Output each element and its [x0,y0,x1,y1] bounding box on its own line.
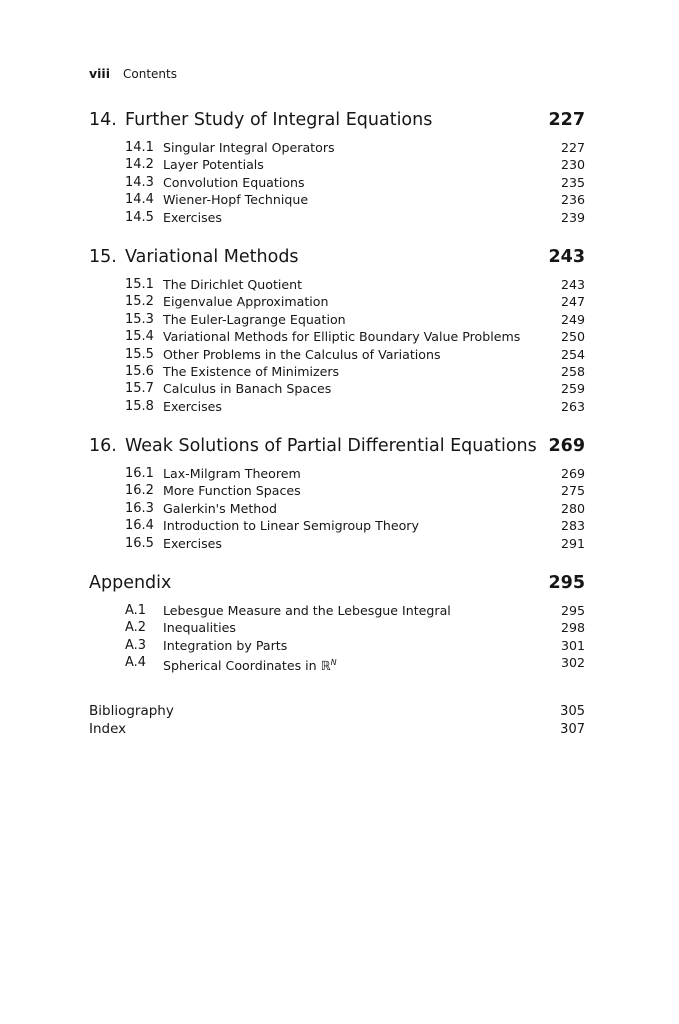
toc-entry-bibliography[interactable] [89,703,585,721]
chapter-number: 16. [89,436,117,456]
toc-entry-index[interactable] [89,721,585,739]
section-title[interactable]: The Dirichlet Quotient [163,277,303,292]
section-title[interactable]: Galerkin's Method [163,500,277,516]
toc-entry[interactable] [89,500,585,517]
section-page: 236 [560,192,585,208]
section-number: 16.1 [125,466,154,481]
chapter-title[interactable]: Variational Methods [125,247,299,267]
section-page: 263 [560,398,585,414]
toc-entry[interactable] [89,602,585,619]
section-page: 250 [560,329,585,345]
section-title-superscript: N [330,658,337,668]
section-page: 235 [560,174,585,190]
section-page: 258 [560,363,585,379]
section-number: 14.5 [125,209,154,225]
section-page: 291 [560,535,585,551]
appendix-page: 295 [548,573,585,593]
section-list [89,602,585,672]
chapter-heading[interactable] [89,247,585,271]
section-number: 15.6 [125,363,154,379]
backmatter-page: 307 [560,721,585,737]
section-title[interactable]: Eigenvalue Approximation [163,294,329,310]
section-number: 15.7 [125,381,154,397]
section-number: A.3 [125,637,147,653]
page-numeral: viii [89,66,111,81]
section-page: 301 [560,637,585,653]
backmatter [89,703,585,738]
section-list [89,139,585,226]
section-list [89,465,585,552]
backmatter-page: 305 [560,704,585,719]
section-title[interactable]: Lebesgue Measure and the Lebesgue Integral [163,603,451,618]
section-page: 283 [560,518,585,534]
section-page: 275 [560,483,585,499]
toc-entry[interactable] [89,482,585,499]
section-number: 15.5 [125,346,154,362]
chapter-page: 227 [548,110,585,130]
section-title[interactable]: Singular Integral Operators [163,140,335,155]
toc-entry[interactable] [89,398,585,415]
running-head-label: Contents [123,67,177,81]
section-title[interactable]: Inequalities [163,620,236,636]
section-number: 15.3 [125,311,154,327]
section-number: 16.5 [125,535,154,551]
chapter-16 [89,436,585,552]
toc-entry[interactable] [89,293,585,310]
section-title-text: Spherical Coordinates in ℝ [163,658,331,674]
section-page: 243 [560,277,585,292]
section-page: 298 [560,620,585,636]
toc-entry[interactable] [89,311,585,328]
section-title[interactable]: Wiener-Hopf Technique [163,192,309,208]
section-title[interactable]: More Function Spaces [163,483,301,499]
toc-entry[interactable] [89,139,585,156]
section-page: 254 [560,346,585,362]
appendix [89,573,585,672]
section-number: 14.1 [125,140,154,155]
section-number: 14.3 [125,174,154,190]
backmatter-title[interactable]: Index [89,720,127,737]
section-title[interactable]: Convolution Equations [163,174,305,190]
toc-entry[interactable] [89,535,585,552]
chapter-heading[interactable] [89,436,585,460]
section-list [89,276,585,415]
toc-entry[interactable] [89,465,585,482]
chapter-number: 14. [89,110,117,130]
chapter-number: 15. [89,247,117,267]
toc-entry[interactable] [89,191,585,208]
section-title[interactable]: Other Problems in the Calculus of Variations [163,346,441,362]
section-number: A.2 [125,620,147,636]
section-page: 302 [560,655,585,671]
section-number: 14.2 [125,157,154,173]
section-page: 295 [560,603,585,618]
toc-entry[interactable] [89,363,585,380]
section-page: 227 [560,140,585,155]
toc-entry[interactable] [89,276,585,293]
section-title[interactable]: Calculus in Banach Spaces [163,381,332,397]
section-page: 280 [560,500,585,516]
section-page: 269 [560,466,585,481]
section-title[interactable]: Exercises [163,535,222,551]
section-title[interactable]: The Euler-Lagrange Equation [163,311,346,327]
toc-entry[interactable] [89,517,585,534]
section-title[interactable]: Exercises [163,209,222,225]
section-number: 16.3 [125,500,154,516]
section-title[interactable]: Lax-Milgram Theorem [163,466,301,481]
section-page: 239 [560,209,585,225]
chapter-14 [89,110,585,226]
section-number: 16.2 [125,483,154,499]
section-page: 230 [560,157,585,173]
toc-entry[interactable] [89,328,585,345]
toc-entry[interactable] [89,209,585,226]
toc-entry[interactable] [89,156,585,173]
backmatter-title[interactable]: Bibliography [89,703,174,719]
section-number: 15.1 [125,277,154,292]
section-title[interactable] [163,654,337,674]
chapter-15 [89,247,585,415]
appendix-heading[interactable] [89,573,585,597]
section-number: 14.4 [125,192,154,208]
chapter-heading[interactable] [89,110,585,134]
chapter-title[interactable]: Further Study of Integral Equations [125,110,433,130]
chapter-page: 243 [548,247,585,267]
appendix-title[interactable]: Appendix [89,573,172,593]
section-title[interactable]: Integration by Parts [163,637,288,653]
section-title[interactable]: Introduction to Linear Semigroup Theory [163,518,419,534]
chapter-title[interactable]: Weak Solutions of Partial Differential Equations [125,436,537,456]
section-number: 15.8 [125,398,154,414]
section-title[interactable]: Layer Potentials [163,157,264,173]
toc-entry[interactable] [89,380,585,397]
section-number: 15.2 [125,294,154,310]
toc-entry[interactable] [89,654,585,674]
toc-entry[interactable] [89,619,585,636]
chapter-page: 269 [548,436,585,456]
section-page: 259 [560,381,585,397]
section-number: A.1 [125,603,147,618]
section-number: A.4 [125,655,147,671]
section-page: 247 [560,294,585,310]
running-head [89,66,177,81]
toc-entry[interactable] [89,346,585,363]
toc-entry[interactable] [89,637,585,654]
section-title[interactable]: Variational Methods for Elliptic Boundary Value Problems [163,329,521,345]
toc-entry[interactable] [89,174,585,191]
section-title[interactable]: The Existence of Minimizers [163,363,340,379]
section-title[interactable]: Exercises [163,398,222,414]
section-number: 15.4 [125,329,154,345]
section-page: 249 [560,311,585,327]
section-number: 16.4 [125,518,154,534]
